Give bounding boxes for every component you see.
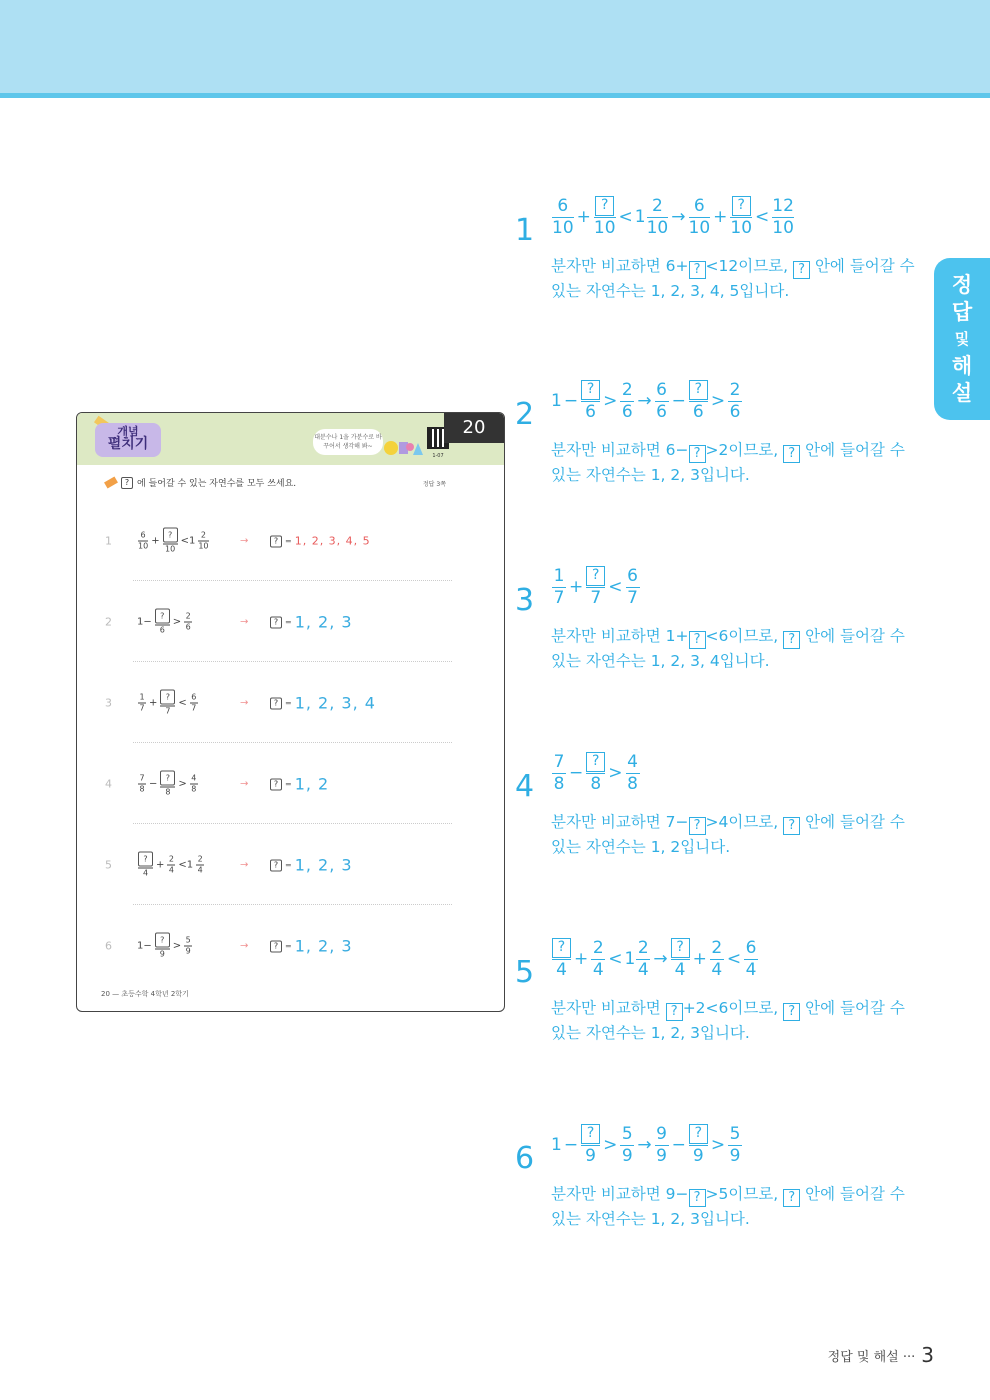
question-box-icon: ?: [270, 778, 282, 790]
answer-reference: 정답 3쪽: [422, 481, 446, 488]
question-box-icon: ?: [270, 859, 282, 871]
answer: [270, 937, 353, 956]
problem-expression: ? 4 + 2 4 <1 2 4: [137, 852, 205, 879]
worksheet-number: 20: [444, 413, 504, 443]
arrow-icon: →: [240, 697, 249, 709]
tab-char: 해: [951, 353, 973, 378]
divider: [133, 742, 452, 743]
solution-number: 3: [515, 583, 535, 618]
solution-expression: $\frac{1}{7}$ + $\frac{?}{7}$ < $\frac{6}{7}$: [553, 565, 638, 608]
answer: [270, 535, 371, 548]
problem-number: 6: [105, 939, 112, 953]
problem-row: [77, 825, 505, 905]
solution-expression: 1 − $\frac{?}{9}$ > $\frac{5}{9}$ → $\frac{9}{9}$ − $\frac{?}{9}$ > $\frac{5}{9}$: [551, 1123, 741, 1166]
equals-sign: =: [285, 617, 292, 627]
problem-row: [77, 906, 505, 986]
solution-expression: $\frac{7}{8}$ − $\frac{?}{8}$ > $\frac{4}{8}$: [553, 751, 638, 794]
pencil-icon: [104, 476, 118, 488]
logo-line1: 개념: [117, 425, 139, 438]
worksheet-thumbnail: [76, 412, 505, 1012]
equals-sign: =: [285, 941, 292, 951]
answer: [270, 775, 329, 794]
solution-text: 분자만 비교하면 6+ ? <12이므로, ? 안에 들어갈 수 있는 자연수는 1, 2, 3, 4, 5입니다.: [551, 257, 915, 300]
equals-sign: =: [285, 860, 292, 870]
problem-expression: 1 7 + ? 7 < 6 7: [137, 690, 199, 717]
header-line: [0, 93, 990, 98]
logo-line2: 펼치기: [107, 436, 149, 452]
answer-value: 1, 2, 3: [294, 612, 353, 632]
equals-sign: =: [285, 536, 292, 546]
arrow-icon: →: [240, 859, 249, 871]
answer-value: 1, 2, 3, 4: [294, 693, 376, 713]
instruction: [105, 476, 296, 489]
solution-text: 분자만 비교하면 6− ? >2이므로, ? 안에 들어갈 수 있는 자연수는 1, 2, 3입니다.: [551, 441, 905, 484]
divider: [133, 904, 452, 905]
problem-row: [77, 663, 505, 743]
answer-value: 1, 2, 3: [294, 936, 353, 956]
solution-expression: 1 − $\frac{?}{6}$ > $\frac{2}{6}$ → $\frac{6}{6}$ − $\frac{?}{6}$ > $\frac{2}{6}$: [551, 379, 741, 422]
problem-number: 2: [105, 615, 112, 629]
problem-expression: 1− ? 9 > 5 9: [137, 933, 193, 960]
solution-text: 분자만 비교하면 9− ? >5이므로, ? 안에 들어갈 수 있는 자연수는 1, 2, 3입니다.: [551, 1185, 905, 1228]
problem-number: 4: [105, 777, 112, 791]
qr-code-label: 1-07: [432, 453, 444, 459]
arrow-icon: →: [240, 940, 249, 952]
problem-row: [77, 744, 505, 824]
header-band: [0, 0, 990, 93]
solution-number: 1: [515, 213, 535, 248]
page-footer: [828, 1343, 934, 1367]
solution-number: 5: [515, 955, 535, 990]
divider: [133, 661, 452, 662]
problem-expression: 1− ? 6 > 2 6: [137, 609, 193, 636]
equals-sign: =: [285, 779, 292, 789]
problem-number: 3: [105, 696, 112, 710]
worksheet-footer: 20 — 초등수학 4학년 2학기: [101, 990, 189, 998]
problem-number: 5: [105, 858, 112, 872]
tab-char: 정: [951, 272, 973, 297]
answer-value: 1, 2, 3: [294, 855, 353, 875]
question-box-icon: ?: [270, 697, 282, 709]
answer: [270, 856, 353, 875]
solution-number: 6: [515, 1141, 535, 1176]
problem-expression: 6 10 + ? 10 <1 2 10: [137, 528, 210, 555]
solution-text: 분자만 비교하면 ? +2<6이므로, ? 안에 들어갈 수 있는 자연수는 1, 2, 3입니다.: [551, 999, 905, 1042]
answer: [270, 694, 376, 713]
tab-char: 설: [951, 380, 973, 405]
arrow-icon: →: [240, 778, 249, 790]
answer-value: 1, 2: [294, 774, 330, 794]
solution-text: 분자만 비교하면 7− ? >4이므로, ? 안에 들어갈 수 있는 자연수는 1, 2입니다.: [551, 813, 905, 856]
arrow-icon: →: [240, 616, 249, 628]
question-box-icon: ?: [121, 477, 133, 489]
concept-logo: [95, 423, 161, 457]
solution-number: 4: [515, 769, 535, 804]
divider: [133, 580, 452, 581]
solution-expression: $\frac{6}{10}$ + $\frac{?}{10}$ < 1 $\frac{2}{10}$ → $\frac{6}{10}$ + $\frac{?}{10}$ < $\frac{12}{10}$: [552, 195, 794, 238]
section-tab: [934, 258, 990, 420]
problem-expression: 7 8 − ? 8 > 4 8: [137, 771, 199, 798]
problem-number: 1: [105, 534, 112, 548]
question-box-icon: ?: [270, 535, 282, 547]
solution-number: 2: [515, 397, 535, 432]
problem-row: [77, 582, 505, 662]
page-number: 3: [921, 1343, 934, 1367]
answer: [270, 613, 353, 632]
tab-char: 및: [954, 329, 970, 348]
divider: [133, 823, 452, 824]
equals-sign: =: [285, 698, 292, 708]
answer-value: 1, 2, 3, 4, 5: [294, 534, 371, 548]
character-icon: [383, 437, 423, 457]
question-box-icon: ?: [270, 940, 282, 952]
question-box-icon: ?: [270, 616, 282, 628]
solution-text: 분자만 비교하면 1+ ? <6이므로, ? 안에 들어갈 수 있는 자연수는 1, 2, 3, 4입니다.: [551, 627, 905, 670]
hint-bubble: 대분수나 1을 가분수로 바꾸어서 생각해 봐~: [313, 429, 383, 455]
tab-char: 답: [951, 299, 973, 324]
instruction-text: 에 들어갈 수 있는 자연수를 모두 쓰세요.: [137, 479, 297, 489]
problem-row: [77, 501, 505, 581]
arrow-icon: →: [240, 535, 249, 547]
solution-expression: $\frac{?}{4}$ + $\frac{2}{4}$ < 1 $\frac{2}{4}$ → $\frac{?}{4}$ + $\frac{2}{4}$ < $\frac{6}{4}$: [551, 938, 759, 980]
footer-label: 정답 및 해설 ···: [827, 1349, 916, 1365]
